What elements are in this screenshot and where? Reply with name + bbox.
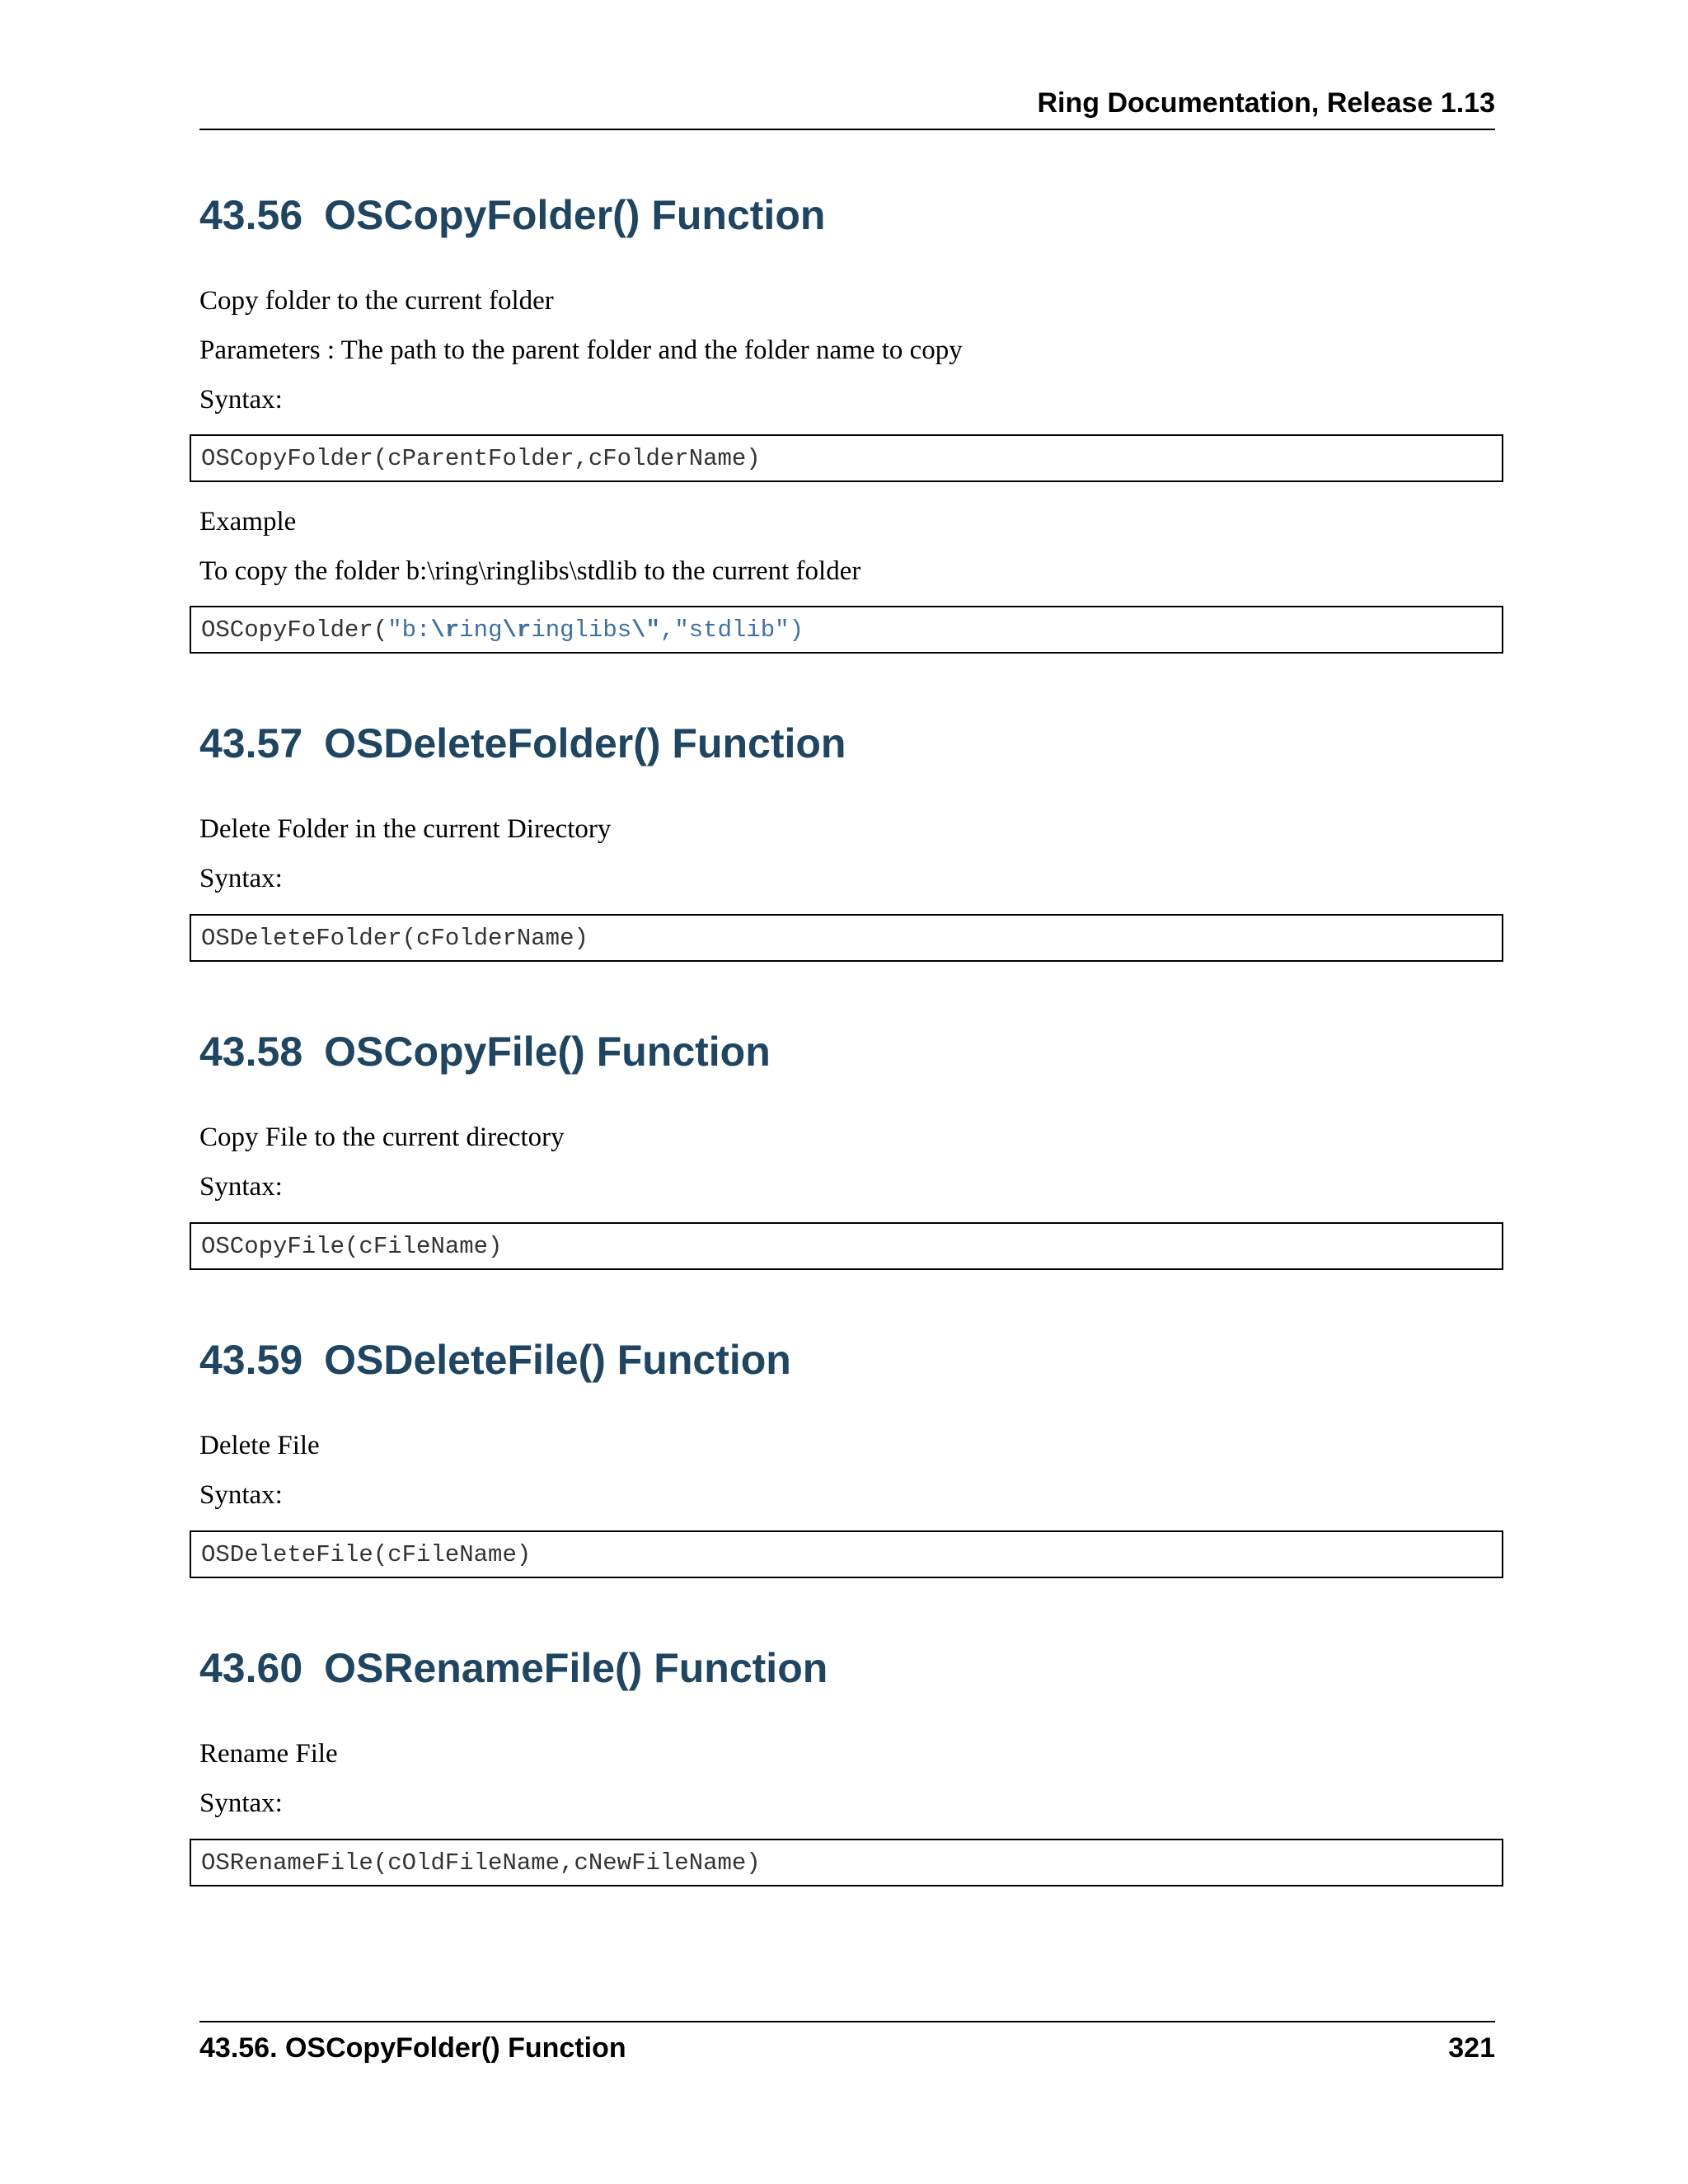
- section-number: 43.60: [199, 1645, 303, 1691]
- running-footer: [199, 2032, 1495, 2064]
- section-description: Copy File to the current directory: [199, 1122, 565, 1152]
- footer-section: 43.56. OSCopyFolder() Function: [199, 2032, 626, 2064]
- example-code-block: [190, 606, 1503, 654]
- code-function: OSCopyFolder(: [201, 616, 388, 644]
- section-description: Copy folder to the current folder: [199, 286, 554, 316]
- code-escape: \r: [502, 616, 532, 644]
- running-header: Ring Documentation, Release 1.13: [1037, 87, 1495, 119]
- section-title: OSCopyFile() Function: [324, 1029, 771, 1075]
- code-string: ,"stdlib": [659, 616, 790, 644]
- section-title: OSDeleteFolder() Function: [324, 720, 846, 766]
- section-number: 43.56: [199, 192, 303, 238]
- syntax-code-block: OSDeleteFile(cFileName): [190, 1530, 1503, 1578]
- code-string: inglibs: [531, 616, 632, 644]
- syntax-label: Syntax:: [199, 385, 283, 415]
- page-number: 321: [1448, 2032, 1495, 2064]
- section-number: 43.58: [199, 1029, 303, 1075]
- code-string: "b:: [387, 616, 431, 644]
- code-escape: \": [631, 616, 660, 644]
- example-label: Example: [199, 507, 297, 537]
- syntax-code-block: OSRenameFile(cOldFileName,cNewFileName): [190, 1839, 1503, 1886]
- section-description: Delete Folder in the current Directory: [199, 814, 612, 844]
- example-description: To copy the folder b:\ring\ringlibs\stdlib to the current folder: [199, 556, 861, 586]
- syntax-code-block: OSDeleteFolder(cFolderName): [190, 914, 1503, 962]
- section-title: OSDeleteFile() Function: [324, 1337, 791, 1383]
- code-close-paren: ): [789, 616, 804, 644]
- section-heading-osdeletefolder: [199, 719, 846, 767]
- syntax-label: Syntax:: [199, 864, 283, 893]
- section-description: Rename File: [199, 1739, 338, 1769]
- syntax-code-block: OSCopyFolder(cParentFolder,cFolderName): [190, 434, 1503, 482]
- syntax-label: Syntax:: [199, 1172, 283, 1202]
- footer-rule: [199, 2021, 1495, 2022]
- section-heading-osrenamefile: [199, 1644, 828, 1692]
- code-escape: \r: [430, 616, 460, 644]
- section-title: OSRenameFile() Function: [324, 1645, 828, 1691]
- code-string: ing: [459, 616, 503, 644]
- section-number: 43.59: [199, 1337, 303, 1383]
- syntax-label: Syntax:: [199, 1788, 283, 1818]
- section-number: 43.57: [199, 720, 303, 766]
- header-rule: [199, 129, 1495, 130]
- section-title: OSCopyFolder() Function: [324, 192, 826, 238]
- syntax-code-block: OSCopyFile(cFileName): [190, 1222, 1503, 1270]
- syntax-label: Syntax:: [199, 1480, 283, 1510]
- section-heading-osdeletefile: [199, 1336, 791, 1384]
- parameters-text: Parameters : The path to the parent folder and the folder name to copy: [199, 335, 963, 365]
- section-heading-oscopyfile: [199, 1028, 771, 1076]
- section-heading-oscopyfolder: [199, 191, 825, 239]
- section-description: Delete File: [199, 1431, 320, 1460]
